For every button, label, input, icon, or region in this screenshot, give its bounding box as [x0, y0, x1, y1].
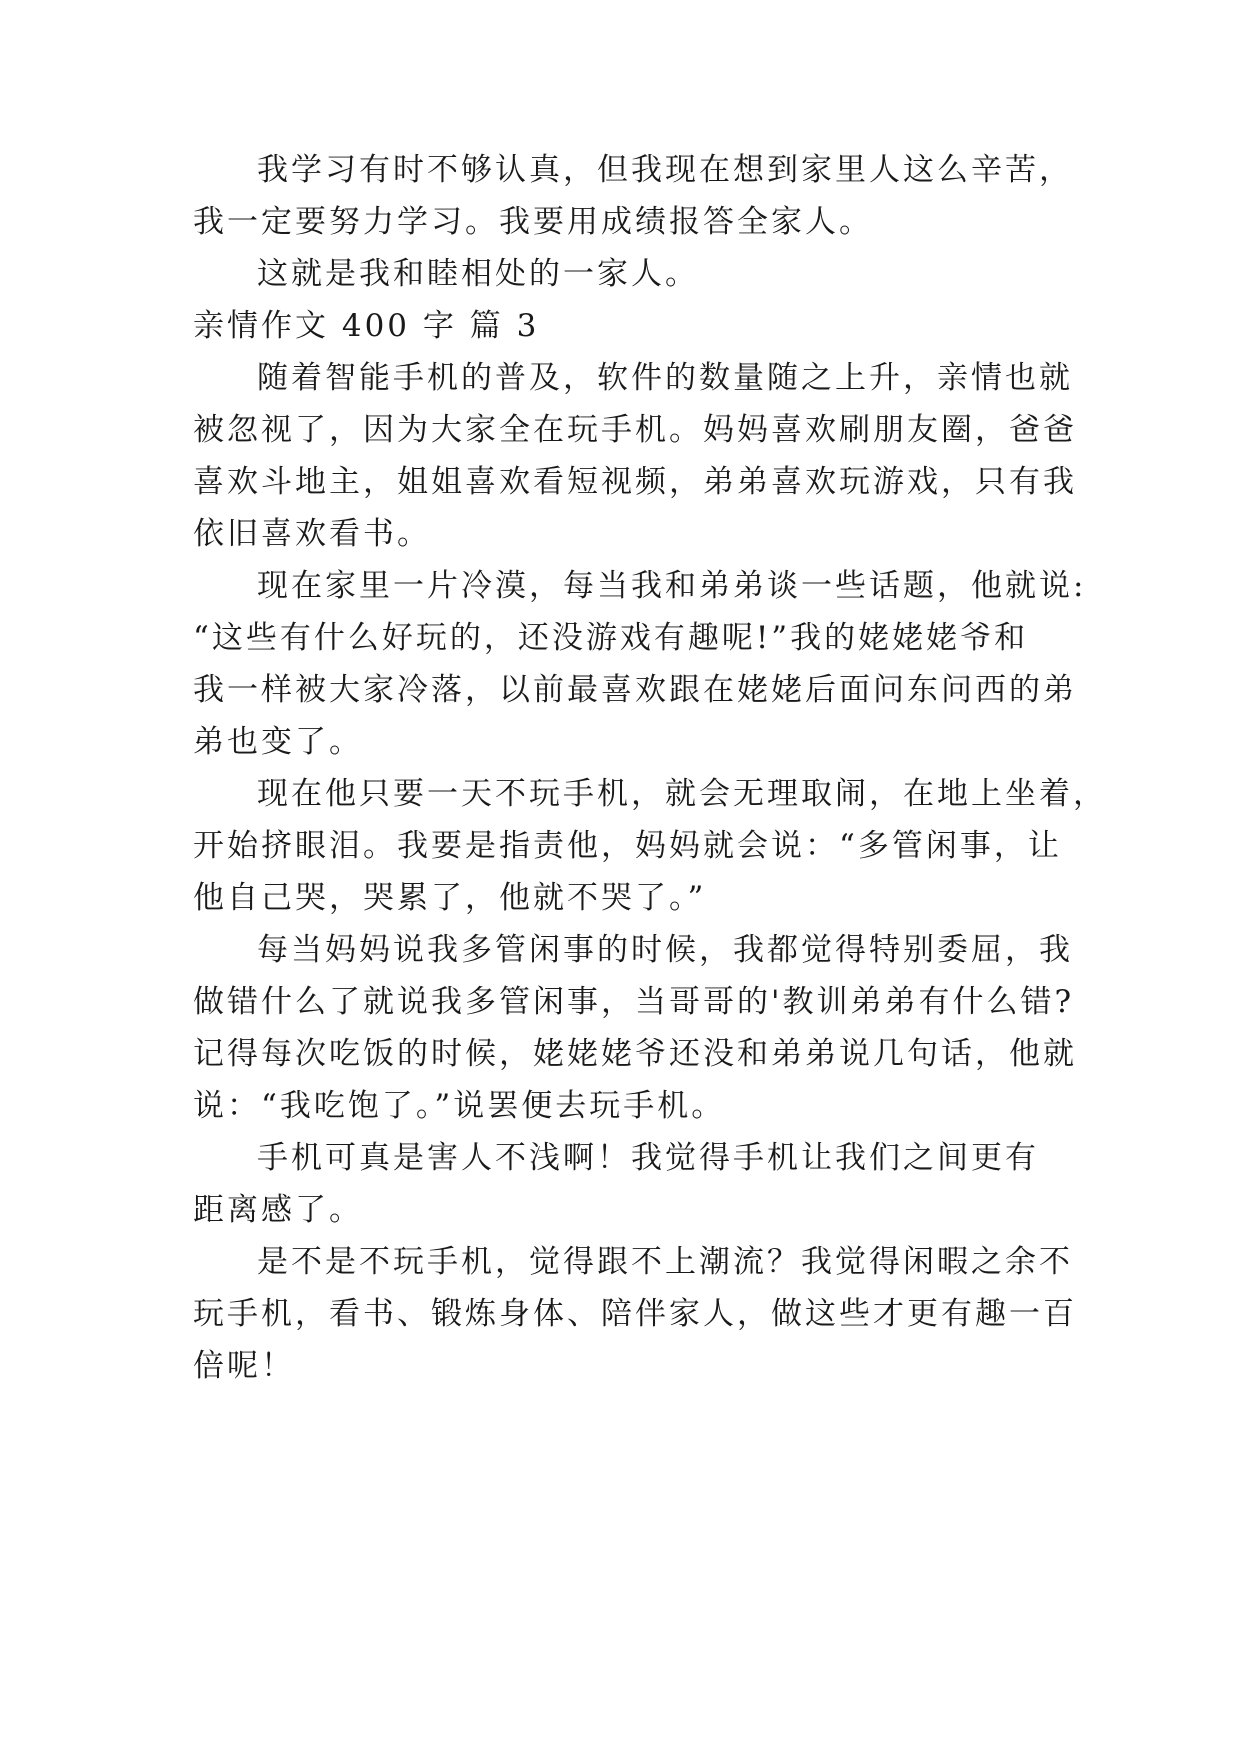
paragraph-line: 记得每次吃饭的时候，姥姥姥爷还没和弟弟说几句话，他就	[193, 1036, 1077, 1072]
paragraph-line: 我一定要努力学习。我要用成绩报答全家人。	[193, 204, 873, 240]
paragraph-line: 依旧喜欢看书。	[193, 516, 431, 552]
paragraph-line: 他自己哭，哭累了，他就不哭了。”	[193, 880, 707, 916]
paragraph-line: “这些有什么好玩的，还没游戏有趣呢!”我的姥姥姥爷和	[193, 620, 1029, 656]
paragraph-line: 手机可真是害人不浅啊！我觉得手机让我们之间更有	[257, 1140, 1039, 1176]
paragraph-line: 随着智能手机的普及，软件的数量随之上升，亲情也就	[257, 360, 1073, 396]
paragraph-line: 这就是我和睦相处的一家人。	[257, 256, 699, 292]
paragraph-line: 我一样被大家冷落，以前最喜欢跟在姥姥后面问东问西的弟	[193, 672, 1077, 708]
paragraph-line: 做错什么了就说我多管闲事，当哥哥的'教训弟弟有什么错?	[193, 984, 1075, 1020]
paragraph-line: 现在家里一片冷漠，每当我和弟弟谈一些话题，他就说:	[257, 568, 1087, 604]
paragraph-line: 是不是不玩手机，觉得跟不上潮流？我觉得闲暇之余不	[257, 1244, 1073, 1280]
paragraph-line: 现在他只要一天不玩手机，就会无理取闹，在地上坐着，	[257, 776, 1107, 812]
paragraph-line: 说：“我吃饱了。”说罢便去玩手机。	[193, 1088, 726, 1124]
paragraph-line: 开始挤眼泪。我要是指责他，妈妈就会说：“多管闲事，让	[193, 828, 1062, 864]
paragraph-line: 弟也变了。	[193, 724, 363, 760]
section-heading: 亲情作文 400 字 篇 3	[193, 308, 540, 344]
paragraph-line: 喜欢斗地主，姐姐喜欢看短视频，弟弟喜欢玩游戏，只有我	[193, 464, 1077, 500]
paragraph-line: 我学习有时不够认真，但我现在想到家里人这么辛苦，	[257, 152, 1073, 188]
paragraph-line: 倍呢！	[193, 1348, 295, 1384]
paragraph-line: 距离感了。	[193, 1192, 363, 1228]
paragraph-line: 被忽视了，因为大家全在玩手机。妈妈喜欢刷朋友圈，爸爸	[193, 412, 1077, 448]
paragraph-line: 每当妈妈说我多管闲事的时候，我都觉得特别委屈，我	[257, 932, 1073, 968]
paragraph-line: 玩手机，看书、锻炼身体、陪伴家人，做这些才更有趣一百	[193, 1296, 1077, 1332]
